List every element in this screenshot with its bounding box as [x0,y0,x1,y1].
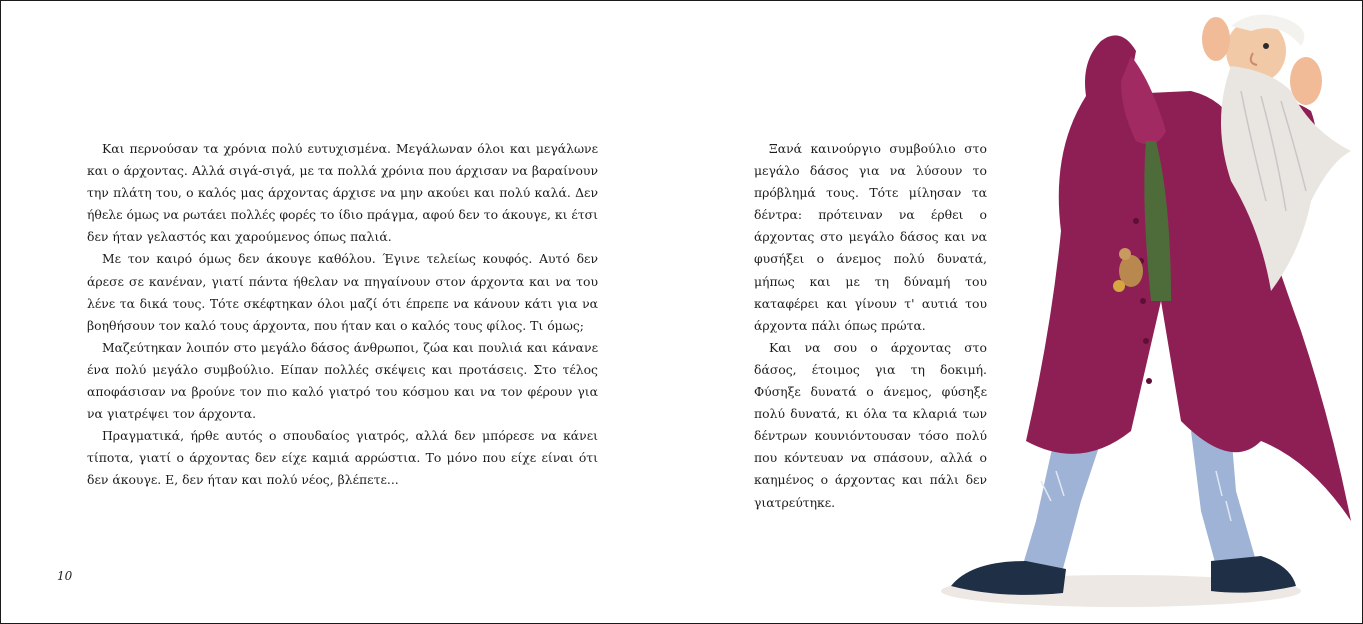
right-shoe [1211,556,1296,593]
right-hand [1290,57,1322,105]
mouse-nut [1113,280,1125,292]
paragraph: Μαζεύτηκαν λοιπόν στο μεγάλο δάσος άνθρωποι, ζώα και πουλιά και κάνανε ένα πολύ μεγάλο συμβούλιο. Είπαν πολλές σκέψεις και προτάσεις. Στο τέλος αποφάσισαν να βρούνε τον πιο καλό γιατρό του κόσμου και να τον φέρουν για να γιατρέψει τον άρχοντα. [87,339,598,422]
paragraph: Και να σου ο άρχοντας στο δάσος, έτοιμος για τη δοκιμή. Φύσηξε δυνατά ο άνεμος, φύσηξε πολύ δυνατά, κι όλα τα κλαριά των δέντρων κουνιόντουσαν τόσο πολύ που κόντευαν να σπάσουν, αλλά ο καημένος ο άρχοντας και πάλι δεν γιατρεύτηκε. [754,339,987,510]
eye [1263,43,1269,49]
mouse-ear [1119,248,1131,260]
old-lord-illustration [931,1,1362,623]
right-trouser-leg [1191,431,1256,566]
paragraph: Και περνούσαν τα χρόνια πολύ ευτυχισμένα. Μεγάλωναν όλοι και μεγάλωνε και ο άρχοντας. Αλλά σιγά-σιγά, με τα πολλά χρόνια που άρχισαν να βαραίνουν την πλάτη του, ο καλός μας άρχοντας άρχισε να μην ακούει και πολύ καλά. Δεν ήθελε όμως να ρωτάει πολλές φορές το ίδιο πράγμα, αφού δεν το άκουγε, κι έτσι δεν ήταν γελαστός και χαρούμενος όπως παλιά. [87,141,598,245]
left-hand [1202,17,1230,61]
page-number: 10 [57,569,73,583]
paragraph: Με τον καιρό όμως δεν άκουγε καθόλου. Έγινε τελείως κουφός. Αυτό δεν άρεσε σε κανέναν, γιατί πάντα ήθελαν να πηγαίνουν στον άρχοντα και να του λένε τα δικά τους. Τότε σκέφτηκαν όλοι μαζί ότι έπρεπε να κάνουν κάτι για να βοηθήσουν τον καλό τους άρχοντα, που ήταν και ο καλός τους φίλος. Τι όμως; [87,251,598,333]
left-shoe [951,561,1066,595]
paragraph: Πραγματικά, ήρθε αυτός ο σπουδαίος γιατρός, αλλά δεν μπόρεσε να κάνει τίποτα, γιατί ο άρχοντας δεν είχε καμιά αρρώστια. Το μόνο που είχε είναι ότι δεν άκουγε. Ε, δεν ήταν και πολύ νέος, βλέπετε... [87,428,598,488]
left-page-text [87,138,598,492]
paragraph: Ξανά καινούργιο συμβούλιο στο μεγάλο δάσος για να λύσουν το πρόβλημά τους. Τότε μίλησαν τα δέντρα: πρότειναν να έρθει ο άρχοντας στο μεγάλο δάσος και να φυσήξει ο άνεμος πολύ δυνατά, μήπως και με τη δύναμή του καταφέρει και γίνουν τ' αυτιά του άρχοντα πάλι όπως πρώτα. [754,141,987,333]
